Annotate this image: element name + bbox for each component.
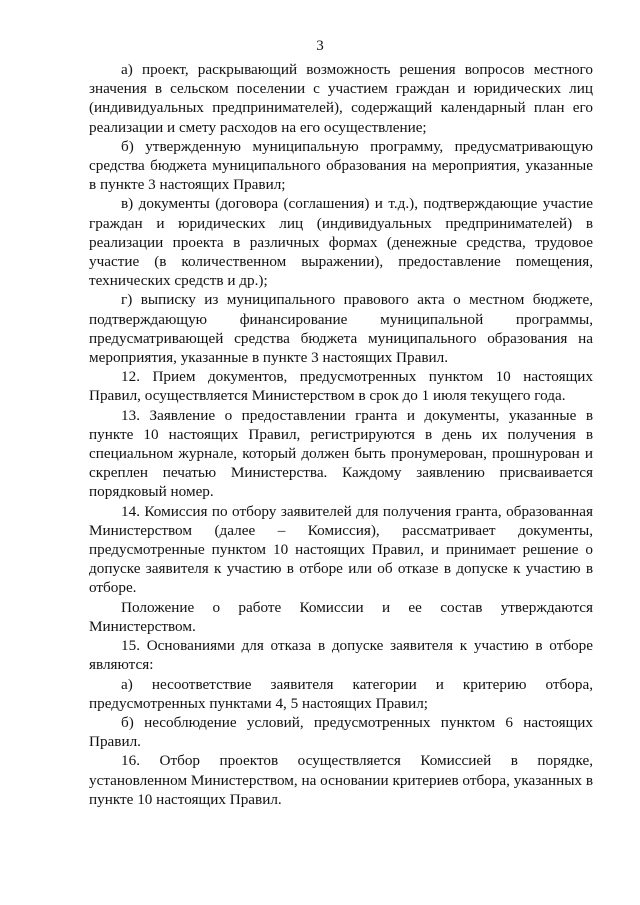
paragraph-11b: б) утвержденную муниципальную программу, предусматривающую средства бюджета муниципального образования на мероприятия, указанные в пункте 3 настоящих Правил; xyxy=(89,137,593,194)
paragraph-13: 13. Заявление о предоставлении гранта и документы, указанные в пункте 10 настоящих Правил, регистрируются в день их получения в специальном журнале, который должен быть пронумерован, прошнурован и скреплен печатью Министерства. Каждому заявлению присваивается порядковый номер. xyxy=(89,406,593,501)
document-body xyxy=(89,60,593,809)
paragraph-12: 12. Прием документов, предусмотренных пунктом 10 настоящих Правил, осуществляется Министерством в срок до 1 июля текущего года. xyxy=(89,368,593,405)
page-number: 3 xyxy=(316,38,324,54)
paragraph-11v: в) документы (договора (соглашения) и т.д.), подтверждающие участие граждан и юридических лиц (индивидуальных предпринимателей) в реализации проекта в различных формах (денежные средства, трудовое участие (в количественном выражении), предоставление помещения, технических средств и др.); xyxy=(89,195,593,290)
paragraph-15b: б) несоблюдение условий, предусмотренных пунктом 6 настоящих Правил. xyxy=(89,713,593,751)
paragraph-14: 14. Комиссия по отбору заявителей для получения гранта, образованная Министерством (далее – Комиссия), рассматривает документы, предусмотренные пунктом 10 настоящих Правил, и принимает решение о допуске заявителя к участию в отборе или об отказе в допуске к участию в отборе. xyxy=(89,502,593,597)
paragraph-11a: а) проект, раскрывающий возможность решения вопросов местного значения в сельском поселении с участием граждан и юридических лиц (индивидуальных предпринимателей), содержащий календарный план его реализации и смету расходов на его осуществление; xyxy=(89,61,593,136)
paragraph-15a: а) несоответствие заявителя категории и критерию отбора, предусмотренных пунктами 4, 5 настоящих Правил; xyxy=(89,675,593,712)
paragraph-15: 15. Основаниями для отказа в допуске заявителя к участию в отборе являются: xyxy=(89,637,593,674)
paragraph-commission-regulation: Положение о работе Комиссии и ее состав утверждаются Министерством. xyxy=(89,598,593,635)
paragraph-16: 16. Отбор проектов осуществляется Комиссией в порядке, установленном Министерством, на основании критериев отбора, указанных в пункте 10 настоящих Правил. xyxy=(89,752,593,808)
paragraph-11g: г) выписку из муниципального правового акта о местном бюджете, подтверждающую финансирование муниципальной программы, предусматривающей средства бюджета муниципального образования на мероприятия, указанные в пункте 3 настоящих Правил. xyxy=(89,291,593,367)
